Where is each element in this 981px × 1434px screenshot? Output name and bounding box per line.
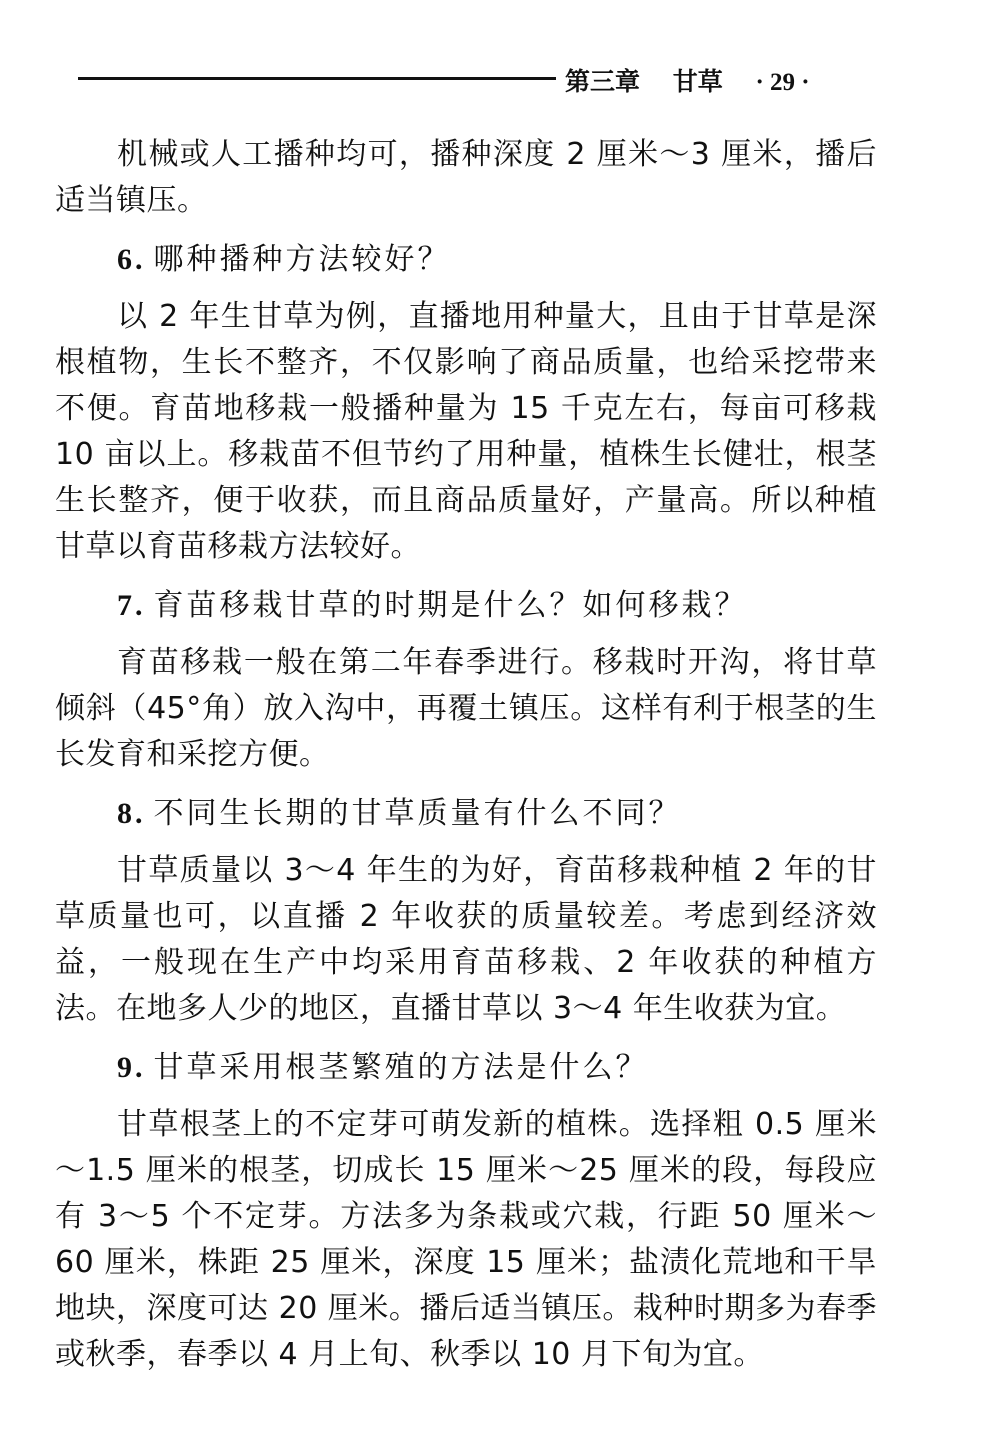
question-heading [55, 1044, 877, 1092]
paragraph: 甘草质量以 3～4 年生的为好，育苗移栽种植 2 年的甘草质量也可，以直播 2 年收获的质量较差。考虑到经济效益，一般现在生产中均采用育苗移栽、2 年收获的种植方法。在地多人少的地区，直播甘草以 3～4 年生收获为宜。 [55, 853, 877, 1026]
question-number: 6. [117, 243, 146, 276]
paragraph: 以 2 年生甘草为例，直播地用种量大，且由于甘草是深根植物，生长不整齐，不仅影响了商品质量，也给采挖带来不便。育苗地移栽一般播种量为 15 千克左右，每亩可移栽 10 亩以上。移栽苗不但节约了用种量，植株生长健壮，根茎生长整齐，便于收获，而且商品质量好，产量高。所以种植甘草以育苗移栽方法较好。 [55, 299, 877, 564]
paragraph: 甘草根茎上的不定芽可萌发新的植株。选择粗 0.5 厘米～1.5 厘米的根茎，切成长 15 厘米～25 厘米的段，每段应有 3～5 个不定芽。方法多为条栽或穴栽，行距 50 厘米～60 厘米，株距 25 厘米，深度 15 厘米；盐渍化荒地和干旱地块，深度可达 20 厘米。播后适当镇压。栽种时期多为春季或秋季，春季以 4 月上旬、秋季以 10 月下旬为宜。 [55, 1107, 877, 1372]
header-text [565, 62, 810, 98]
page-number: · 29 · [755, 69, 810, 96]
question-number: 7. [117, 589, 146, 622]
question-number: 8. [117, 797, 146, 830]
question-text: 哪种播种方法较好？ [153, 242, 451, 277]
page-body [55, 132, 877, 1390]
question-number: 9. [117, 1051, 146, 1084]
header-rule [78, 77, 556, 80]
chapter-title: 甘草 [672, 67, 723, 96]
question-text: 不同生长期的甘草质量有什么不同？ [153, 796, 682, 831]
question-text: 甘草采用根茎繁殖的方法是什么？ [153, 1050, 649, 1085]
question-text: 育苗移栽甘草的时期是什么？如何移栽？ [153, 588, 748, 623]
paragraph: 育苗移栽一般在第二年春季进行。移栽时开沟，将甘草倾斜（45°角）放入沟中，再覆土镇压。这样有利于根茎的生长发育和采挖方便。 [55, 645, 877, 772]
question-heading [55, 790, 877, 838]
chapter-label: 第三章 [565, 67, 641, 96]
paragraph: 机械或人工播种均可，播种深度 2 厘米～3 厘米，播后适当镇压。 [55, 137, 877, 218]
question-heading [55, 582, 877, 630]
running-header [78, 60, 848, 100]
question-heading [55, 236, 877, 284]
